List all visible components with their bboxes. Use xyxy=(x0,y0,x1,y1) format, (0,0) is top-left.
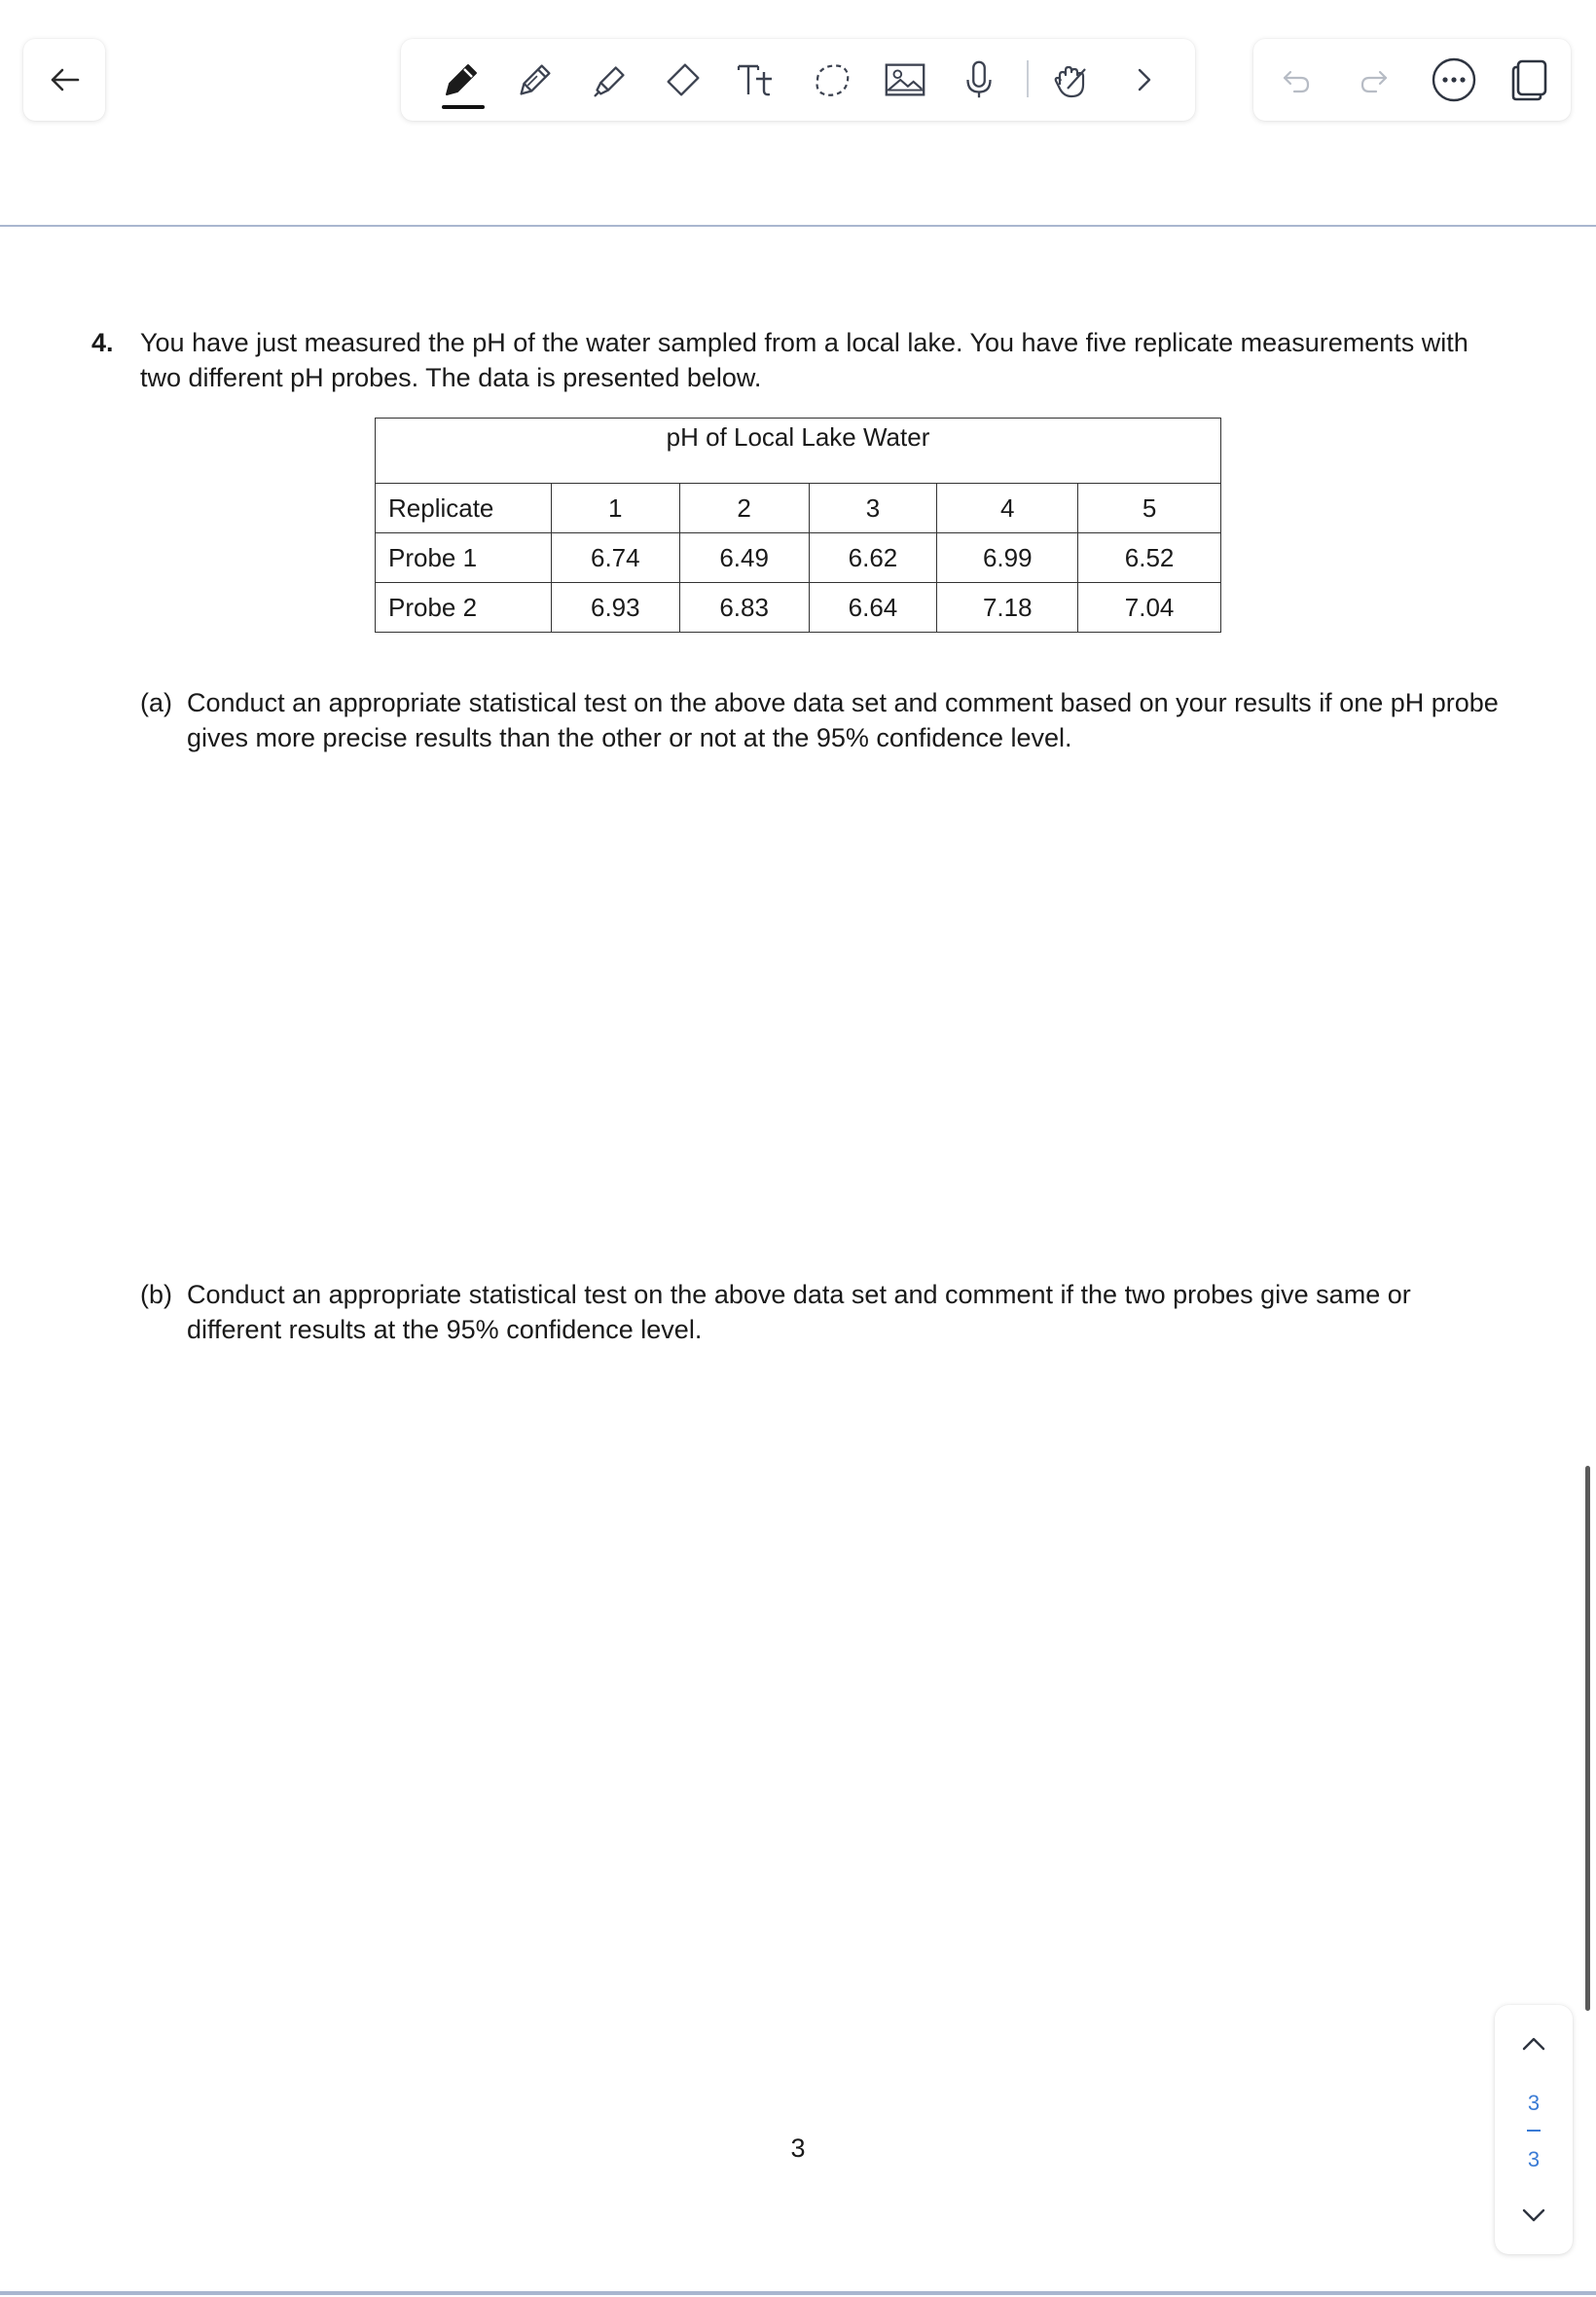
more-options-icon xyxy=(1430,55,1478,104)
table-cell: 6.83 xyxy=(679,583,809,633)
image-icon xyxy=(882,56,928,103)
table-row-label: Probe 2 xyxy=(376,583,552,633)
text-tool[interactable] xyxy=(728,51,786,109)
page-separator xyxy=(1527,2130,1541,2132)
table-row xyxy=(376,533,1221,583)
table-cell: 7.18 xyxy=(937,583,1078,633)
table-cell: 6.52 xyxy=(1078,533,1221,583)
pages-button[interactable] xyxy=(1501,51,1559,109)
table-cell: 4 xyxy=(937,484,1078,533)
image-tool[interactable] xyxy=(876,51,934,109)
table-header-row xyxy=(376,484,1221,533)
pencil-icon xyxy=(512,56,559,103)
table-cell: 6.93 xyxy=(551,583,679,633)
table-cell: 5 xyxy=(1078,484,1221,533)
question-number: 4. xyxy=(91,328,114,357)
highlighter-tool[interactable] xyxy=(580,51,638,109)
document-actions-panel xyxy=(1253,39,1571,121)
undo-button[interactable] xyxy=(1267,51,1325,109)
redo-icon xyxy=(1355,60,1394,99)
table-cell: 6.64 xyxy=(809,583,937,633)
text-tool-icon xyxy=(733,55,781,104)
table-cell: 6.62 xyxy=(809,533,937,583)
eraser-icon xyxy=(660,56,707,103)
undo-icon xyxy=(1277,60,1316,99)
ph-data-table xyxy=(375,418,1221,633)
page-number: 3 xyxy=(790,2133,806,2163)
total-pages: 3 xyxy=(1527,2147,1541,2171)
eraser-tool[interactable] xyxy=(654,51,712,109)
table-cell: 7.04 xyxy=(1078,583,1221,633)
redo-button[interactable] xyxy=(1345,51,1403,109)
pen-icon xyxy=(437,55,486,104)
part-text: Conduct an appropriate statistical test on the above data set and comment based on your results if one pH probe gives more precise results than the other or not at the 95% confidence level. xyxy=(187,688,1499,752)
more-options-button[interactable] xyxy=(1425,51,1483,109)
part-label: (a) xyxy=(140,688,172,717)
table-cell: 6.74 xyxy=(551,533,679,583)
lasso-icon xyxy=(807,55,855,104)
page-bottom-border xyxy=(0,2291,1596,2295)
top-toolbar xyxy=(0,0,1596,226)
table-row xyxy=(376,583,1221,633)
table-cell: 1 xyxy=(551,484,679,533)
selected-tool-indicator xyxy=(442,105,485,109)
current-page: 3 xyxy=(1527,2091,1541,2115)
scrollbar-thumb[interactable] xyxy=(1585,1466,1590,2011)
back-button[interactable] xyxy=(23,39,105,121)
microphone-tool[interactable] xyxy=(950,51,1008,109)
question-text: You have just measured the pH of the water sampled from a local lake. You have five replicate measurements with two different pH probes. The data is presented below. xyxy=(140,328,1469,392)
previous-page-button[interactable] xyxy=(1510,2024,1557,2063)
part-text: Conduct an appropriate statistical test on the above data set and comment if the two probes give same or different results at the 95% confidence level. xyxy=(187,1280,1411,1344)
pencil-tool[interactable] xyxy=(506,51,564,109)
more-tools-button[interactable] xyxy=(1115,51,1174,109)
microphone-icon xyxy=(956,56,1002,103)
table-cell: 2 xyxy=(679,484,809,533)
table-cell: 6.99 xyxy=(937,533,1078,583)
table-row-label: Replicate xyxy=(376,484,552,533)
table-title: pH of Local Lake Water xyxy=(376,419,1221,484)
chevron-up-icon xyxy=(1517,2027,1550,2060)
page-top-border xyxy=(0,225,1596,227)
next-page-button[interactable] xyxy=(1510,2196,1557,2235)
table-cell: 6.49 xyxy=(679,533,809,583)
drawing-tools-panel xyxy=(401,39,1195,121)
hand-touch-icon xyxy=(1046,55,1095,104)
touch-draw-toggle[interactable] xyxy=(1041,51,1100,109)
page-navigator xyxy=(1495,2005,1573,2254)
pages-icon xyxy=(1505,55,1554,104)
arrow-left-icon xyxy=(45,60,84,99)
pen-tool[interactable] xyxy=(432,51,490,109)
highlighter-icon xyxy=(586,56,633,103)
lasso-tool[interactable] xyxy=(802,51,860,109)
chevron-right-icon xyxy=(1125,60,1164,99)
toolbar-divider xyxy=(1027,60,1029,97)
part-label: (b) xyxy=(140,1280,172,1309)
table-cell: 3 xyxy=(809,484,937,533)
chevron-down-icon xyxy=(1517,2199,1550,2232)
table-row-label: Probe 1 xyxy=(376,533,552,583)
